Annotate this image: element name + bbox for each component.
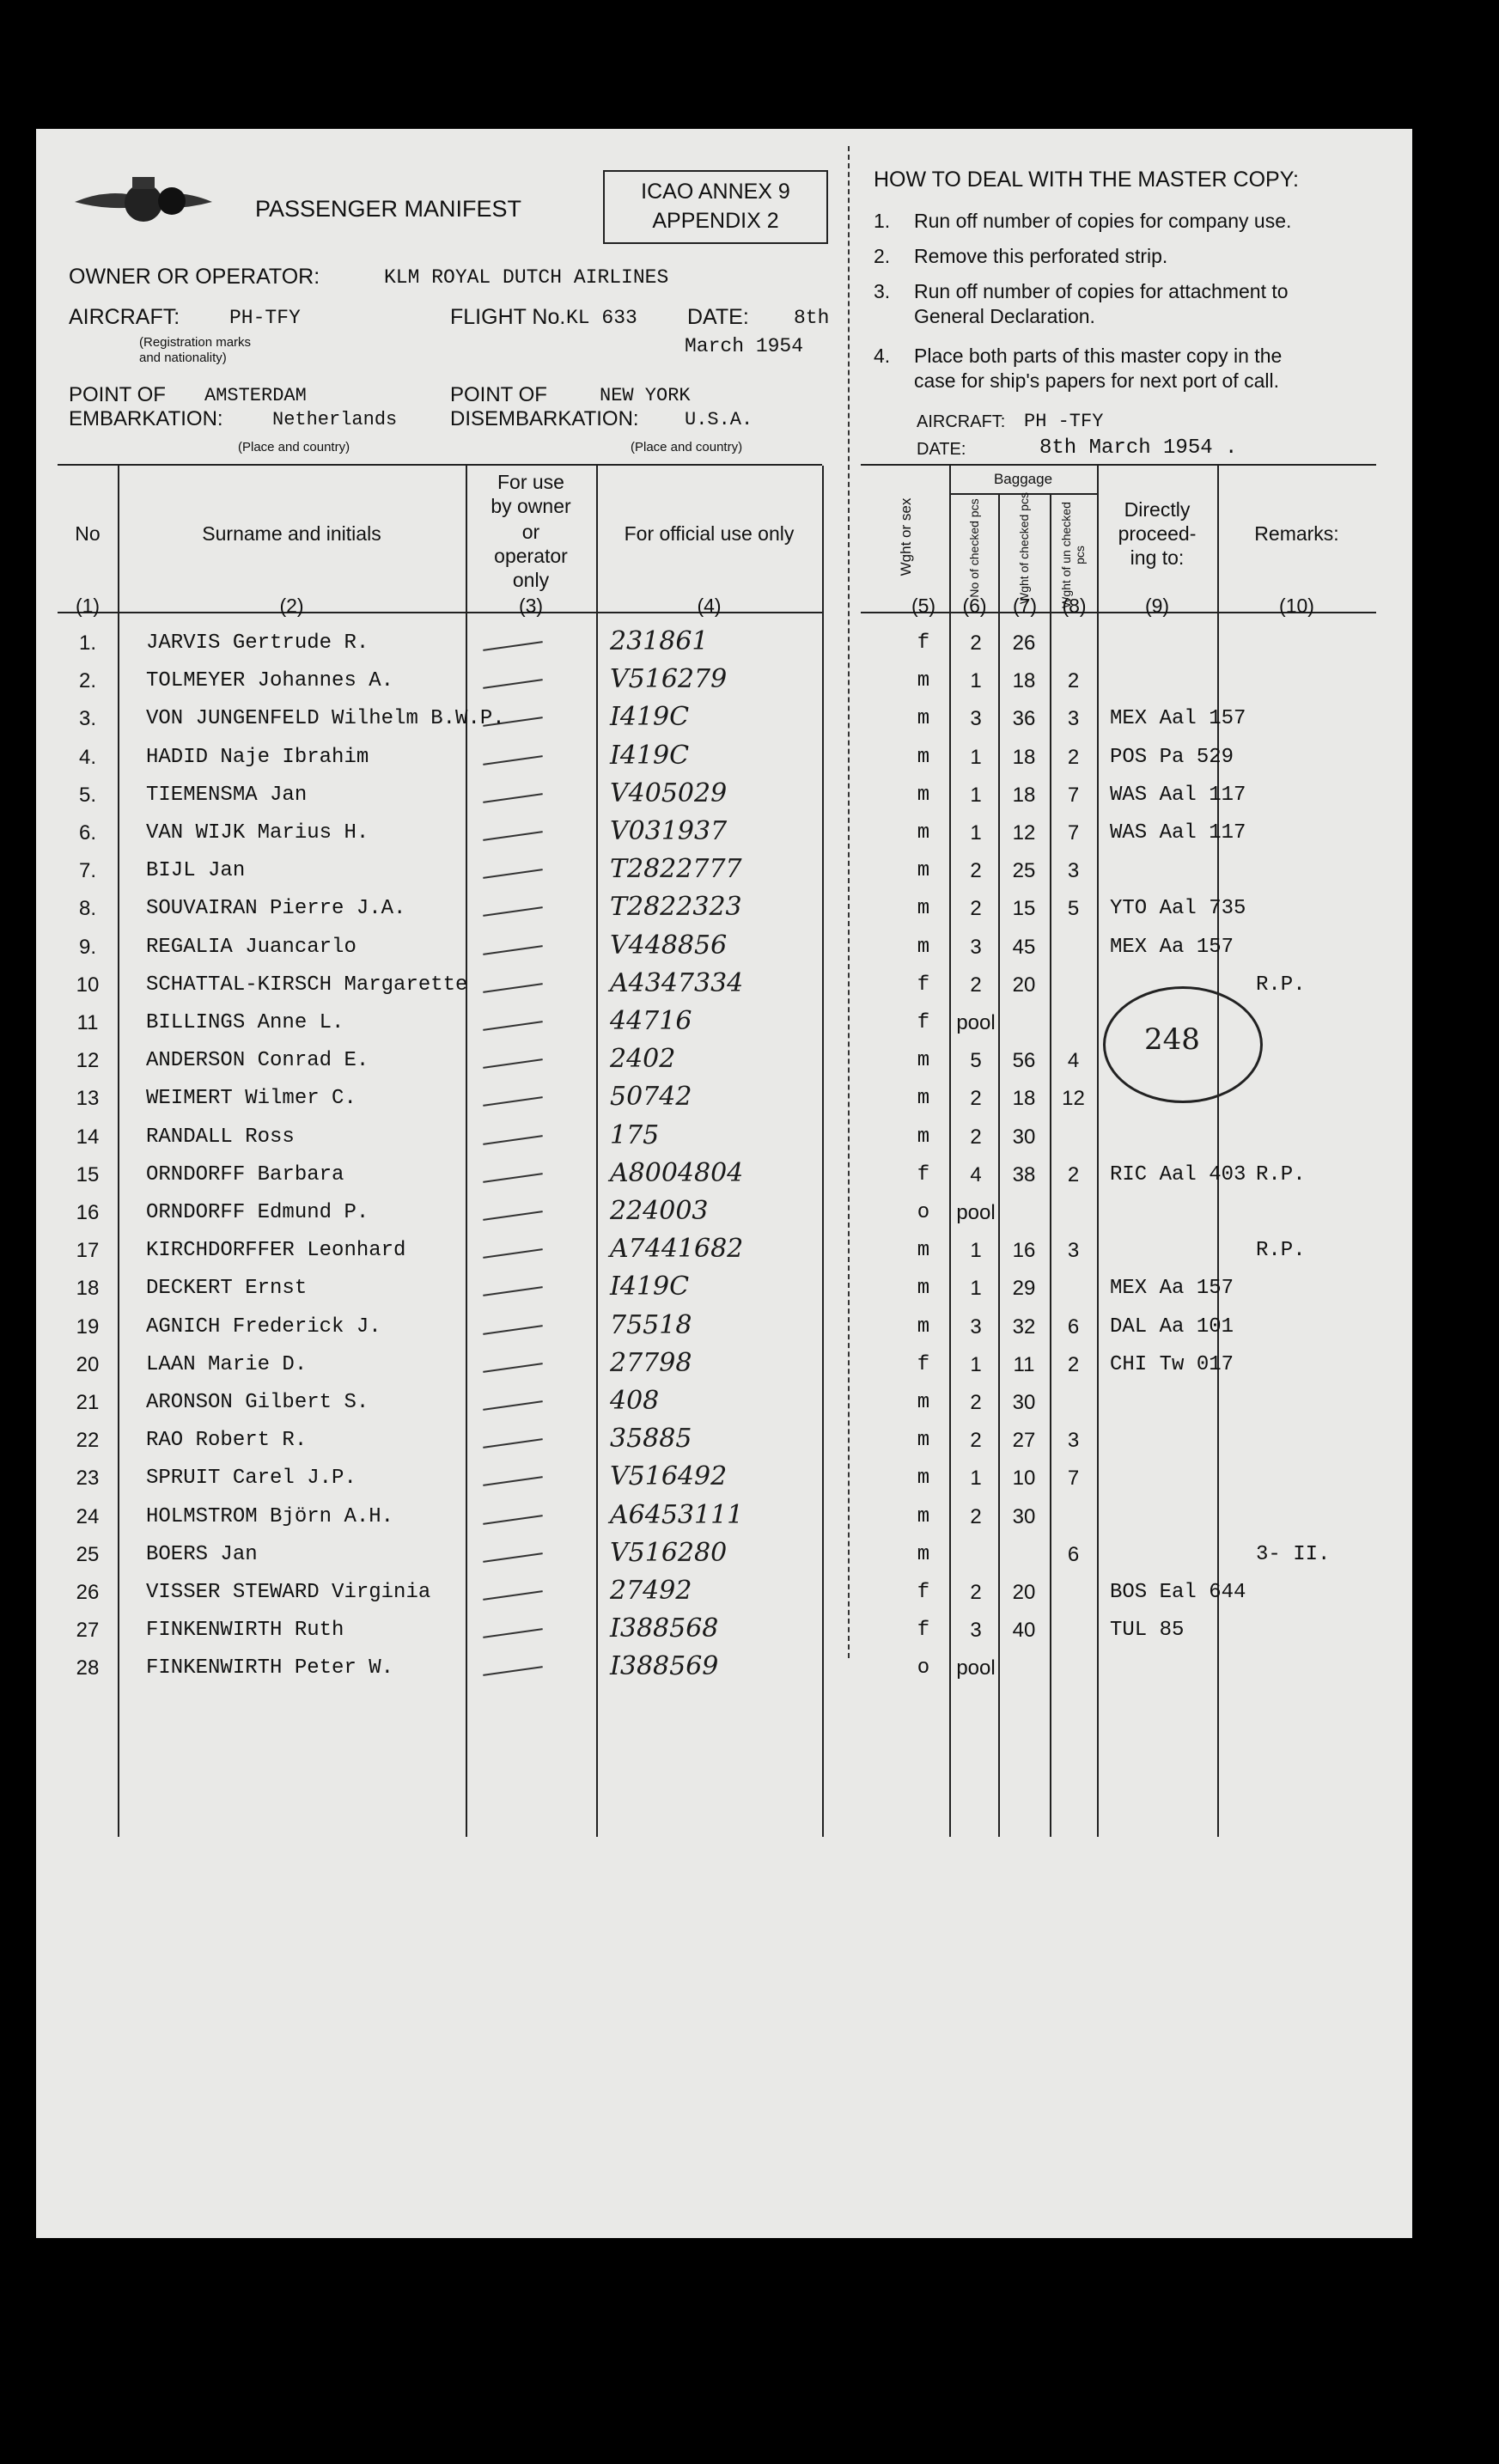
row-7-no: 7. bbox=[78, 859, 96, 883]
row-8-no: 8. bbox=[78, 897, 96, 921]
row-18-pcs: 1 bbox=[970, 1277, 982, 1301]
row-17-rem: R.P. bbox=[1256, 1239, 1306, 1263]
row-9-name: REGALIA Juancarlo bbox=[146, 935, 356, 959]
row-11-sex: f bbox=[917, 1011, 930, 1034]
row-27-dest: TUL 85 bbox=[1110, 1619, 1185, 1643]
row-15-sex: f bbox=[917, 1162, 930, 1186]
embark-label-2: EMBARKATION: bbox=[69, 407, 223, 430]
col-header-sex: Wght or sex bbox=[898, 497, 914, 576]
row-16-no: 16 bbox=[76, 1201, 100, 1224]
date-value-1: 8th bbox=[794, 307, 830, 329]
col-header-no: No bbox=[75, 522, 101, 545]
row-19-pcs: 3 bbox=[970, 1314, 982, 1339]
row-1-name: JARVIS Gertrude R. bbox=[146, 631, 369, 655]
row-21-name: ARONSON Gilbert S. bbox=[146, 1391, 369, 1414]
aircraft-note-1: (Registration marks bbox=[139, 335, 252, 350]
icao-box bbox=[603, 170, 828, 244]
row-12-un: 4 bbox=[1067, 1049, 1080, 1073]
col-index-2: (2) bbox=[279, 595, 304, 617]
row-10-no: 10 bbox=[76, 973, 100, 997]
row-19-no: 19 bbox=[76, 1314, 100, 1339]
row-7-pcs: 2 bbox=[970, 859, 982, 883]
disembark-label-2: DISEMBARKATION: bbox=[450, 407, 639, 430]
row-26-sex: f bbox=[917, 1581, 930, 1604]
row-5-sex: m bbox=[917, 783, 930, 807]
col-header-wght: Wght of checked pcs bbox=[1017, 492, 1031, 604]
row-20-dest: CHI Tw 017 bbox=[1110, 1352, 1234, 1376]
embark-city: AMSTERDAM bbox=[204, 385, 307, 406]
row-6-un: 7 bbox=[1067, 821, 1080, 845]
row-24-wt: 30 bbox=[1012, 1504, 1036, 1528]
row-28-pcs: pool bbox=[956, 1656, 996, 1680]
row-2-un: 2 bbox=[1067, 669, 1080, 693]
date-label: DATE: bbox=[687, 305, 749, 329]
row-17-un: 3 bbox=[1067, 1239, 1080, 1263]
embark-country: Netherlands bbox=[272, 409, 398, 430]
row-4-hw: I419C bbox=[610, 740, 690, 771]
col-header-baggage: Baggage bbox=[993, 471, 1053, 487]
row-19-hw: 75518 bbox=[610, 1309, 692, 1340]
row-9-sex: m bbox=[917, 935, 930, 959]
row-21-pcs: 2 bbox=[970, 1391, 982, 1414]
row-15-pcs: 4 bbox=[970, 1162, 982, 1186]
row-14-hw: 175 bbox=[610, 1119, 660, 1150]
date-value-2: March 1954 bbox=[685, 335, 804, 357]
row-13-wt: 18 bbox=[1012, 1087, 1036, 1111]
row-8-hw: T2822323 bbox=[610, 892, 742, 923]
flight-value: KL 633 bbox=[566, 307, 637, 329]
row-5-no: 5. bbox=[78, 783, 96, 807]
col-index-5: (5) bbox=[911, 595, 936, 617]
row-23-wt: 10 bbox=[1012, 1467, 1036, 1491]
row-17-name: KIRCHDORFFER Leonhard bbox=[146, 1239, 406, 1263]
row-4-pcs: 1 bbox=[970, 745, 982, 769]
row-28-sex: o bbox=[917, 1656, 930, 1680]
row-25-no: 25 bbox=[76, 1542, 100, 1566]
row-16-pcs: pool bbox=[956, 1201, 996, 1224]
col-rule-3 bbox=[596, 466, 598, 1837]
row-14-pcs: 2 bbox=[970, 1125, 982, 1149]
col-header-owner-2: by owner bbox=[491, 495, 571, 517]
disembark-country: U.S.A. bbox=[685, 409, 753, 430]
row-13-pcs: 2 bbox=[970, 1087, 982, 1111]
row-9-no: 9. bbox=[78, 935, 96, 959]
row-27-pcs: 3 bbox=[970, 1619, 982, 1643]
owner-label: OWNER OR OPERATOR: bbox=[69, 265, 320, 289]
row-25-name: BOERS Jan bbox=[146, 1542, 258, 1566]
master-item-1-num: 1. bbox=[874, 210, 891, 232]
icao-line-1: ICAO ANNEX 9 bbox=[641, 180, 790, 204]
row-10-rem: R.P. bbox=[1256, 973, 1306, 997]
row-20-sex: f bbox=[917, 1352, 930, 1376]
aircraft-note-2: and nationality) bbox=[139, 351, 227, 365]
row-2-no: 2. bbox=[78, 669, 96, 693]
col-rule-1 bbox=[118, 466, 119, 1837]
col-header-owner-1: For use bbox=[497, 471, 564, 493]
row-4-dest: POS Pa 529 bbox=[1110, 745, 1234, 769]
row-17-hw: A7441682 bbox=[610, 1234, 744, 1265]
row-24-no: 24 bbox=[76, 1504, 100, 1528]
embark-label-1: POINT OF bbox=[69, 383, 166, 406]
row-2-pcs: 1 bbox=[970, 669, 982, 693]
col-header-pcs: No of checked pcs bbox=[967, 498, 981, 598]
row-25-hw: V516280 bbox=[610, 1537, 728, 1568]
row-7-name: BIJL Jan bbox=[146, 859, 246, 883]
table-top-rule-right bbox=[861, 464, 1376, 466]
perforation-line bbox=[848, 146, 850, 1658]
row-27-sex: f bbox=[917, 1619, 930, 1643]
row-16-name: ORNDORFF Edmund P. bbox=[146, 1201, 369, 1224]
col-header-dest-3: ing to: bbox=[1130, 546, 1185, 569]
row-27-wt: 40 bbox=[1012, 1619, 1036, 1643]
row-5-pcs: 1 bbox=[970, 783, 982, 807]
row-10-name: SCHATTAL-KIRSCH Margarette bbox=[146, 973, 468, 997]
aircraft-label: AIRCRAFT: bbox=[69, 305, 180, 329]
row-19-un: 6 bbox=[1067, 1314, 1080, 1339]
row-7-hw: T2822777 bbox=[610, 854, 742, 885]
row-4-sex: m bbox=[917, 745, 930, 769]
row-15-un: 2 bbox=[1067, 1162, 1080, 1186]
row-25-sex: m bbox=[917, 1542, 930, 1566]
row-23-no: 23 bbox=[76, 1467, 100, 1491]
row-11-pcs: pool bbox=[956, 1011, 996, 1034]
row-3-wt: 36 bbox=[1012, 707, 1036, 731]
row-9-dest: MEX Aa 157 bbox=[1110, 935, 1234, 959]
col-index-9: (9) bbox=[1144, 595, 1170, 617]
row-10-sex: f bbox=[917, 973, 930, 997]
row-4-un: 2 bbox=[1067, 745, 1080, 769]
row-28-no: 28 bbox=[76, 1656, 100, 1680]
row-10-pcs: 2 bbox=[970, 973, 982, 997]
row-19-sex: m bbox=[917, 1314, 930, 1339]
row-4-no: 4. bbox=[78, 745, 96, 769]
row-23-un: 7 bbox=[1067, 1467, 1080, 1491]
master-item-3-text-1: Run off number of copies for attachment to bbox=[914, 280, 1289, 302]
master-aircraft-label: AIRCRAFT: bbox=[917, 412, 1006, 431]
row-3-hw: I419C bbox=[610, 702, 690, 733]
row-23-pcs: 1 bbox=[970, 1467, 982, 1491]
row-26-hw: 27492 bbox=[610, 1576, 692, 1606]
master-item-3-num: 3. bbox=[874, 280, 891, 302]
row-22-pcs: 2 bbox=[970, 1429, 982, 1453]
row-25-un: 6 bbox=[1067, 1542, 1080, 1566]
row-13-no: 13 bbox=[76, 1087, 100, 1111]
row-26-wt: 20 bbox=[1012, 1581, 1036, 1604]
row-6-name: VAN WIJK Marius H. bbox=[146, 821, 369, 845]
col-header-owner-5: only bbox=[512, 569, 550, 591]
klm-crown-logo-icon bbox=[70, 172, 216, 232]
row-10-wt: 20 bbox=[1012, 973, 1036, 997]
row-5-wt: 18 bbox=[1012, 783, 1036, 807]
row-20-pcs: 1 bbox=[970, 1352, 982, 1376]
col-header-remarks: Remarks: bbox=[1254, 522, 1339, 545]
row-24-name: HOLMSTROM Björn A.H. bbox=[146, 1504, 394, 1528]
row-26-pcs: 2 bbox=[970, 1581, 982, 1604]
row-23-name: SPRUIT Carel J.P. bbox=[146, 1467, 356, 1491]
row-17-sex: m bbox=[917, 1239, 930, 1263]
row-15-dest: RIC Aal 403 bbox=[1110, 1162, 1246, 1186]
row-21-sex: m bbox=[917, 1391, 930, 1414]
row-21-wt: 30 bbox=[1012, 1391, 1036, 1414]
row-22-hw: 35885 bbox=[610, 1424, 692, 1455]
annotation-circle-number: 248 bbox=[1144, 1022, 1200, 1057]
row-13-un: 12 bbox=[1062, 1087, 1085, 1111]
col-header-official: For official use only bbox=[624, 522, 795, 545]
row-19-name: AGNICH Frederick J. bbox=[146, 1314, 381, 1339]
row-20-name: LAAN Marie D. bbox=[146, 1352, 308, 1376]
row-18-name: DECKERT Ernst bbox=[146, 1277, 308, 1301]
row-22-no: 22 bbox=[76, 1429, 100, 1453]
disembark-place-note: (Place and country) bbox=[631, 440, 743, 454]
row-24-sex: m bbox=[917, 1504, 930, 1528]
row-12-wt: 56 bbox=[1012, 1049, 1036, 1073]
master-item-3-text-2: General Declaration. bbox=[914, 305, 1095, 327]
row-1-sex: f bbox=[917, 631, 930, 655]
row-11-hw: 44716 bbox=[610, 1006, 692, 1036]
aircraft-value: PH-TFY bbox=[229, 307, 301, 329]
row-8-name: SOUVAIRAN Pierre J.A. bbox=[146, 897, 406, 921]
row-20-wt: 11 bbox=[1013, 1352, 1035, 1376]
row-5-hw: V405029 bbox=[610, 778, 728, 808]
row-21-no: 21 bbox=[76, 1391, 100, 1414]
row-6-dest: WAS Aal 117 bbox=[1110, 821, 1246, 845]
row-24-pcs: 2 bbox=[970, 1504, 982, 1528]
col-index-3: (3) bbox=[518, 595, 544, 617]
disembark-label-1: POINT OF bbox=[450, 383, 547, 406]
master-aircraft-value: PH -TFY bbox=[1024, 411, 1104, 432]
row-18-wt: 29 bbox=[1012, 1277, 1036, 1301]
row-6-sex: m bbox=[917, 821, 930, 845]
col-header-surname: Surname and initials bbox=[202, 522, 381, 545]
row-22-wt: 27 bbox=[1012, 1429, 1036, 1453]
row-7-wt: 25 bbox=[1012, 859, 1036, 883]
row-7-un: 3 bbox=[1067, 859, 1080, 883]
row-4-wt: 18 bbox=[1012, 745, 1036, 769]
col-index-6: (6) bbox=[962, 595, 987, 617]
row-15-hw: A8004804 bbox=[610, 1157, 744, 1188]
table-top-rule-left bbox=[58, 464, 822, 466]
row-22-name: RAO Robert R. bbox=[146, 1429, 308, 1453]
row-27-no: 27 bbox=[76, 1619, 100, 1643]
row-8-dest: YTO Aal 735 bbox=[1110, 897, 1246, 921]
master-item-1-text: Run off number of copies for company use. bbox=[914, 210, 1292, 232]
row-15-no: 15 bbox=[76, 1162, 100, 1186]
col-header-owner-4: operator bbox=[494, 545, 568, 567]
row-6-no: 6. bbox=[78, 821, 96, 845]
row-17-pcs: 1 bbox=[970, 1239, 982, 1263]
row-3-dest: MEX Aal 157 bbox=[1110, 707, 1246, 731]
row-8-pcs: 2 bbox=[970, 897, 982, 921]
row-3-sex: m bbox=[917, 707, 930, 731]
row-9-hw: V448856 bbox=[610, 930, 728, 961]
row-3-pcs: 3 bbox=[970, 707, 982, 731]
col-header-dest-1: Directly bbox=[1124, 498, 1191, 521]
row-21-hw: 408 bbox=[610, 1386, 660, 1416]
row-27-hw: I388568 bbox=[610, 1613, 719, 1644]
master-date-value: 8th March 1954 . bbox=[1039, 436, 1238, 460]
row-11-no: 11 bbox=[76, 1011, 99, 1034]
row-18-hw: I419C bbox=[610, 1272, 690, 1302]
row-22-sex: m bbox=[917, 1429, 930, 1453]
row-2-hw: V516279 bbox=[610, 664, 728, 695]
row-14-wt: 30 bbox=[1012, 1125, 1036, 1149]
row-9-pcs: 3 bbox=[970, 935, 982, 959]
row-12-hw: 2402 bbox=[610, 1044, 676, 1075]
row-17-wt: 16 bbox=[1012, 1239, 1036, 1263]
row-12-pcs: 5 bbox=[970, 1049, 982, 1073]
row-9-wt: 45 bbox=[1012, 935, 1036, 959]
row-15-rem: R.P. bbox=[1256, 1162, 1306, 1186]
row-18-no: 18 bbox=[76, 1277, 100, 1301]
row-8-wt: 15 bbox=[1012, 897, 1036, 921]
row-22-un: 3 bbox=[1067, 1429, 1080, 1453]
row-3-no: 3. bbox=[78, 707, 96, 731]
row-1-no: 1. bbox=[78, 631, 96, 655]
row-8-un: 5 bbox=[1067, 897, 1080, 921]
master-item-4-text-2: case for ship's papers for next port of call. bbox=[914, 369, 1279, 392]
row-19-dest: DAL Aa 101 bbox=[1110, 1314, 1234, 1339]
row-17-no: 17 bbox=[76, 1239, 100, 1263]
row-8-sex: m bbox=[917, 897, 930, 921]
row-5-dest: WAS Aal 117 bbox=[1110, 783, 1246, 807]
disembark-city: NEW YORK bbox=[600, 385, 691, 406]
embark-place-note: (Place and country) bbox=[238, 440, 350, 454]
row-18-sex: m bbox=[917, 1277, 930, 1301]
row-14-no: 14 bbox=[76, 1125, 100, 1149]
master-item-4-num: 4. bbox=[874, 345, 891, 367]
row-25-rem: 3- II. bbox=[1256, 1542, 1331, 1566]
row-13-hw: 50742 bbox=[610, 1082, 692, 1113]
col-rule-8 bbox=[1097, 466, 1099, 1837]
col-header-dest-2: proceed- bbox=[1118, 522, 1197, 545]
col-index-4: (4) bbox=[697, 595, 722, 617]
row-6-pcs: 1 bbox=[970, 821, 982, 845]
row-28-hw: I388569 bbox=[610, 1651, 719, 1682]
row-12-sex: m bbox=[917, 1049, 930, 1073]
row-23-hw: V516492 bbox=[610, 1461, 728, 1492]
row-20-un: 2 bbox=[1067, 1352, 1080, 1376]
row-14-name: RANDALL Ross bbox=[146, 1125, 295, 1149]
row-1-hw: 231861 bbox=[610, 626, 709, 656]
row-20-hw: 27798 bbox=[610, 1347, 692, 1378]
row-5-name: TIEMENSMA Jan bbox=[146, 783, 308, 807]
row-2-sex: m bbox=[917, 669, 930, 693]
row-19-wt: 32 bbox=[1012, 1314, 1036, 1339]
master-date-label: DATE: bbox=[917, 440, 966, 459]
master-item-2-num: 2. bbox=[874, 245, 891, 267]
col-header-owner-3: or bbox=[521, 521, 540, 543]
master-item-4-text-1: Place both parts of this master copy in the bbox=[914, 345, 1283, 367]
master-copy-title: HOW TO DEAL WITH THE MASTER COPY: bbox=[874, 168, 1299, 192]
row-16-sex: o bbox=[917, 1201, 930, 1224]
document-title: PASSENGER MANIFEST bbox=[255, 196, 522, 222]
row-3-name: VON JUNGENFELD Wilhelm B.W.P. bbox=[146, 707, 505, 731]
col-index-8: (8) bbox=[1062, 595, 1087, 617]
row-15-wt: 38 bbox=[1012, 1162, 1036, 1186]
col-index-10: (10) bbox=[1279, 595, 1314, 617]
col-index-1: (1) bbox=[75, 595, 101, 617]
row-12-no: 12 bbox=[76, 1049, 100, 1073]
row-6-wt: 12 bbox=[1012, 821, 1036, 845]
row-23-sex: m bbox=[917, 1467, 930, 1491]
row-1-wt: 26 bbox=[1012, 631, 1036, 655]
row-26-no: 26 bbox=[76, 1581, 100, 1604]
row-11-name: BILLINGS Anne L. bbox=[146, 1011, 344, 1034]
row-28-name: FINKENWIRTH Peter W. bbox=[146, 1656, 394, 1680]
row-26-name: VISSER STEWARD Virginia bbox=[146, 1581, 431, 1604]
row-12-name: ANDERSON Conrad E. bbox=[146, 1049, 369, 1073]
flight-label: FLIGHT No. bbox=[450, 305, 566, 329]
row-4-name: HADID Naje Ibrahim bbox=[146, 745, 369, 769]
row-1-pcs: 2 bbox=[970, 631, 982, 655]
row-26-dest: BOS Eal 644 bbox=[1110, 1581, 1246, 1604]
row-6-hw: V031937 bbox=[610, 816, 728, 846]
row-7-sex: m bbox=[917, 859, 930, 883]
row-2-name: TOLMEYER Johannes A. bbox=[146, 669, 394, 693]
row-27-name: FINKENWIRTH Ruth bbox=[146, 1619, 344, 1643]
manifest-sheet bbox=[36, 129, 1412, 2238]
icao-line-2: APPENDIX 2 bbox=[652, 209, 779, 233]
row-20-no: 20 bbox=[76, 1352, 100, 1376]
row-16-hw: 224003 bbox=[610, 1196, 709, 1226]
row-13-sex: m bbox=[917, 1087, 930, 1111]
row-15-name: ORNDORFF Barbara bbox=[146, 1162, 344, 1186]
col-index-7: (7) bbox=[1012, 595, 1038, 617]
row-24-hw: A6453111 bbox=[610, 1499, 744, 1530]
owner-value: KLM ROYAL DUTCH AIRLINES bbox=[384, 266, 669, 289]
row-10-hw: A4347334 bbox=[610, 967, 744, 998]
row-13-name: WEIMERT Wilmer C. bbox=[146, 1087, 356, 1111]
row-14-sex: m bbox=[917, 1125, 930, 1149]
master-item-2-text: Remove this perforated strip. bbox=[914, 245, 1168, 267]
row-5-un: 7 bbox=[1067, 783, 1080, 807]
row-2-wt: 18 bbox=[1012, 669, 1036, 693]
row-3-un: 3 bbox=[1067, 707, 1080, 731]
row-18-dest: MEX Aa 157 bbox=[1110, 1277, 1234, 1301]
col-header-unchecked: Wght of un checked pcs bbox=[1059, 502, 1087, 608]
